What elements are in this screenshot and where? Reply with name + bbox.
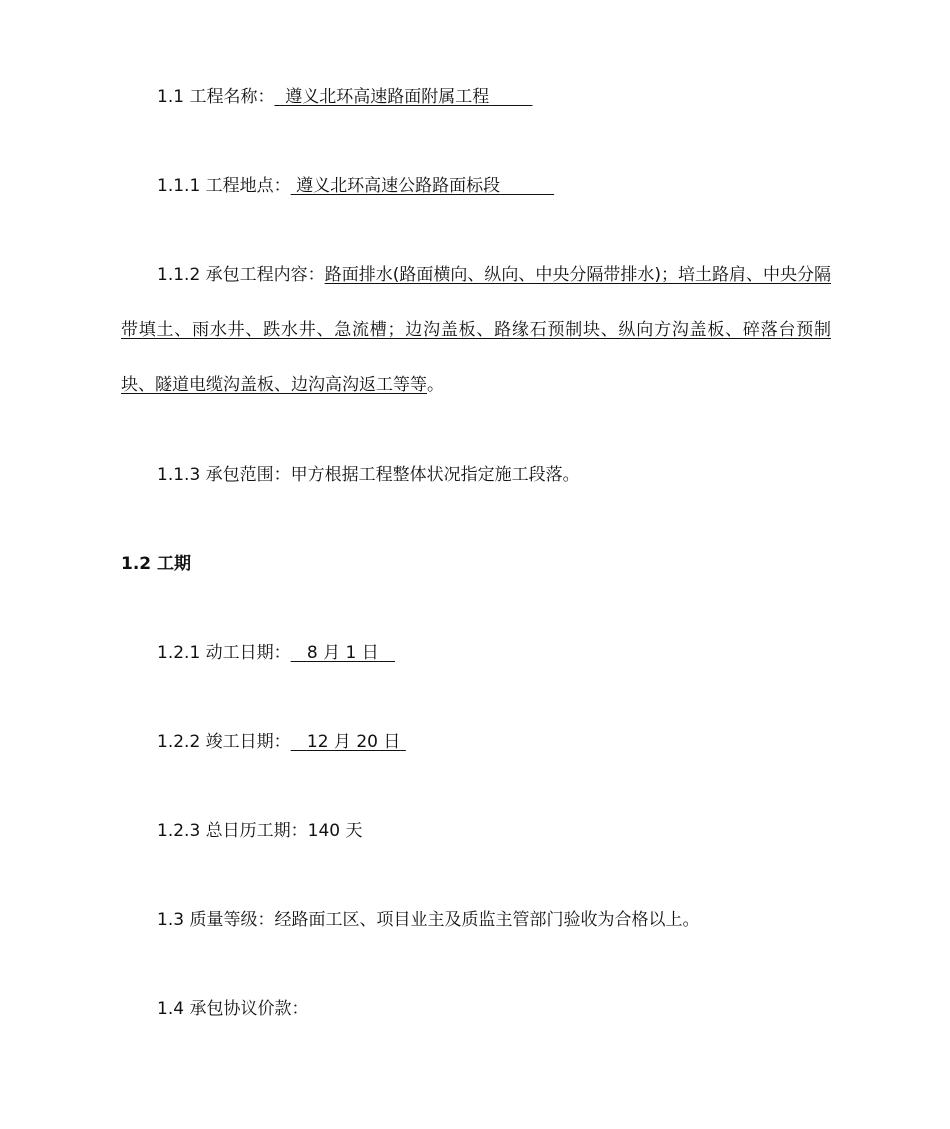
contract-content-suffix: 。 bbox=[427, 375, 444, 395]
project-name-line bbox=[157, 86, 533, 108]
start-date-line bbox=[157, 642, 395, 664]
project-location-value: 遵义北环高速公路路面标段 bbox=[296, 176, 501, 196]
contract-scope-line bbox=[157, 464, 580, 486]
total-duration-value: 140 天 bbox=[307, 821, 363, 841]
end-date-label: 1.2.2 竣工日期： bbox=[157, 732, 291, 752]
contract-scope-value: 甲方根据工程整体状况指定施工段落。 bbox=[290, 465, 580, 485]
project-location-line bbox=[157, 175, 554, 197]
quality-line bbox=[157, 909, 699, 931]
end-date-line bbox=[157, 731, 406, 753]
contract-scope-label: 1.1.3 承包范围： bbox=[157, 465, 291, 485]
project-name-label: 1.1 工程名称： bbox=[157, 87, 275, 107]
price-line bbox=[157, 998, 308, 1020]
end-date-value: 12 月 20 日 bbox=[306, 732, 401, 752]
total-duration-label: 1.2.3 总日历工期： bbox=[157, 821, 308, 841]
project-name-value: 遵义北环高速路面附属工程 bbox=[285, 87, 490, 107]
quality-value: 经路面工区、项目业主及质监主管部门验收为合格以上。 bbox=[274, 910, 700, 930]
quality-label: 1.3 质量等级： bbox=[157, 910, 275, 930]
start-date-value: 8 月 1 日 bbox=[306, 643, 379, 663]
price-label: 1.4 承包协议价款： bbox=[157, 999, 309, 1019]
contract-content-paragraph bbox=[121, 248, 831, 413]
section-heading-schedule: 1.2 工期 bbox=[121, 554, 192, 574]
project-location-label: 1.1.1 工程地点： bbox=[157, 176, 291, 196]
contract-content-value: 路面排水(路面横向、纵向、中央分隔带排水)；培土路肩、中央分隔带填土、雨水井、跌水井、急流槽；边沟盖板、路缘石预制块、纵向方沟盖板、碎落台预制块、隧道电缆沟盖板、边沟高沟返工等等 bbox=[121, 265, 831, 395]
contract-content-label: 1.1.2 承包工程内容： bbox=[157, 265, 325, 285]
total-duration-line bbox=[157, 820, 363, 842]
start-date-label: 1.2.1 动工日期： bbox=[157, 643, 291, 663]
